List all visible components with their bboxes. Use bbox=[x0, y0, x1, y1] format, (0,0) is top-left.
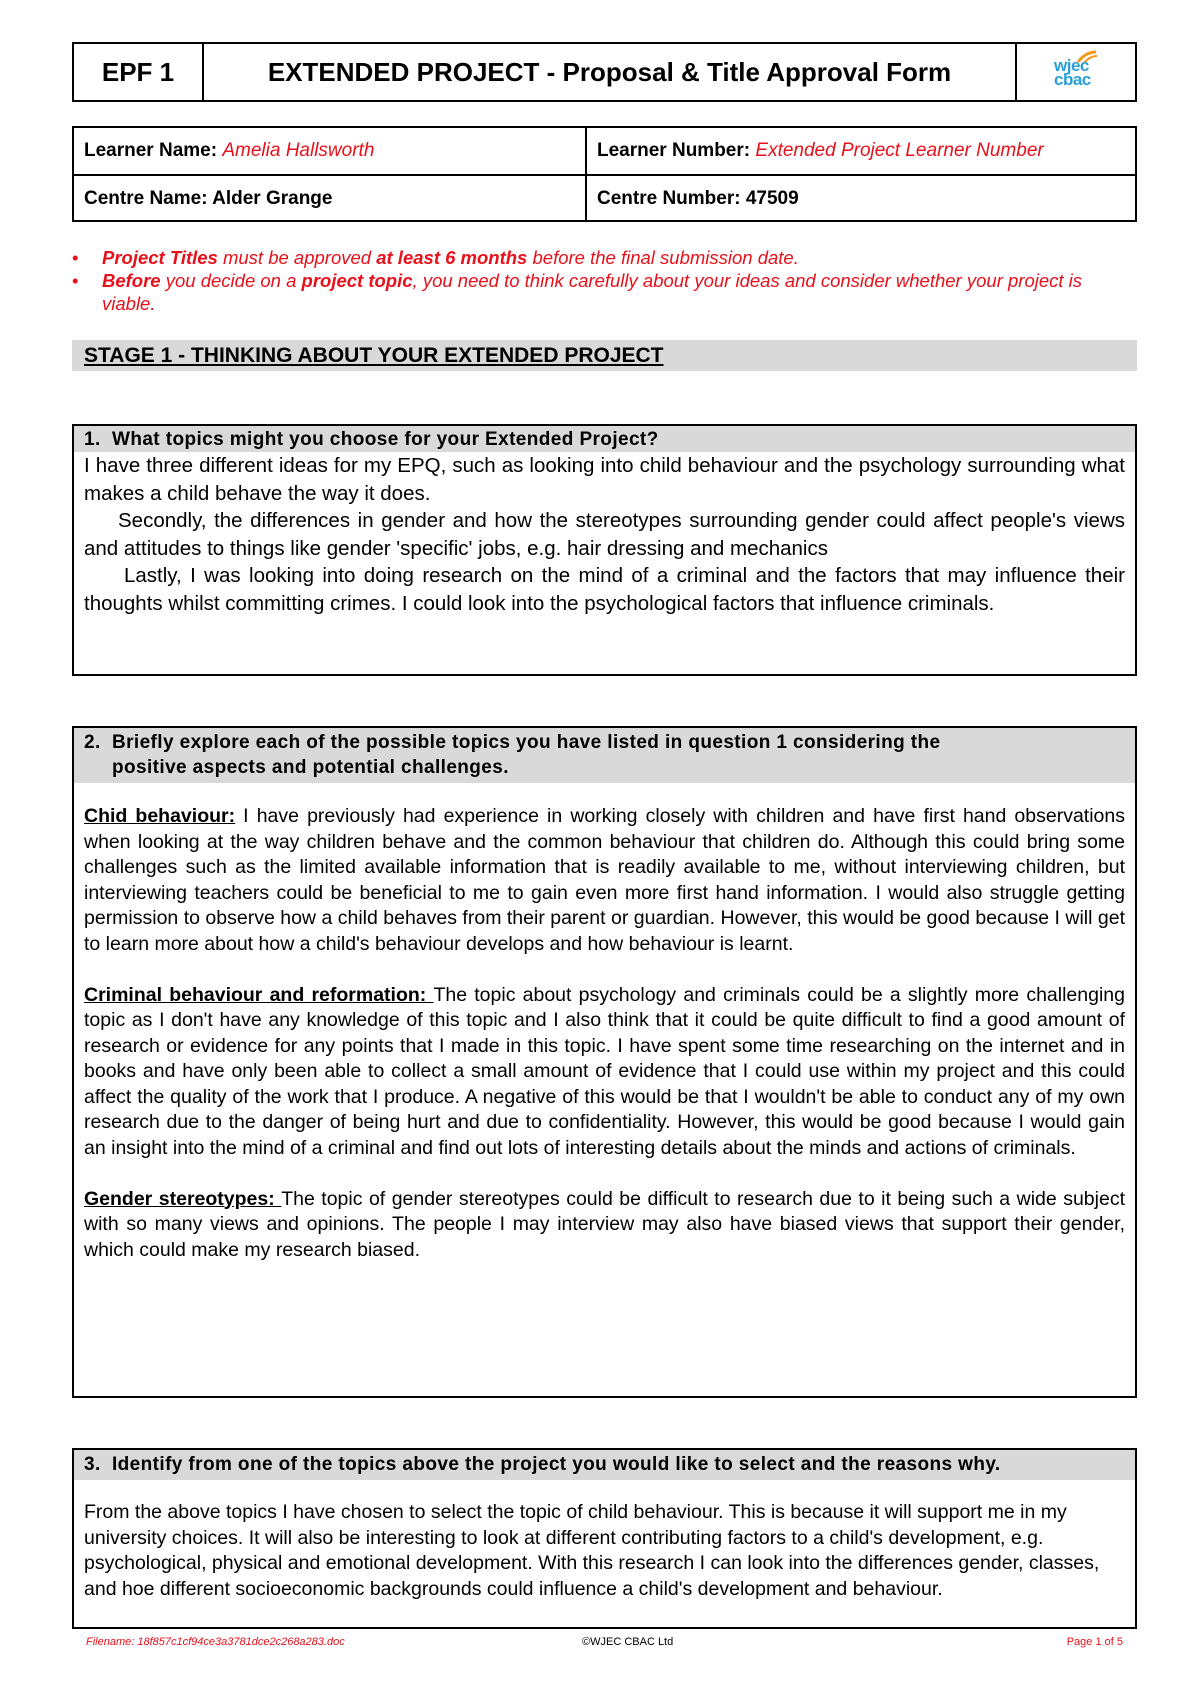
answer-paragraph: Lastly, I was looking into doing research on the mind of a criminal and the factors that may influence their thoughts whilst committing crimes. I could look into the psychological factors that influence criminals. bbox=[84, 564, 1125, 615]
footer-filename: Filename: 18f857c1cf94ce3a3781dce2c268a283.doc bbox=[86, 1636, 345, 1648]
question-1-heading bbox=[74, 426, 1135, 452]
topic-heading: Criminal behaviour and reformation: bbox=[84, 983, 434, 1006]
learner-row bbox=[74, 128, 1135, 174]
guidance-notes bbox=[72, 246, 1137, 315]
question-number: 3. bbox=[84, 1454, 101, 1475]
note-text: you decide on a bbox=[160, 270, 302, 291]
centre-number-cell: Centre Number: 47509 bbox=[597, 188, 799, 209]
footer-copyright: ©WJEC CBAC Ltd bbox=[582, 1636, 674, 1648]
topic-paragraph bbox=[84, 1187, 1125, 1264]
learner-number-label: Learner Number: bbox=[597, 140, 751, 161]
note-item bbox=[72, 246, 1137, 269]
form-code: EPF 1 bbox=[74, 44, 204, 100]
note-text: , you need to think carefully about your ideas and consider whether your project is viable. bbox=[102, 270, 1083, 314]
question-1-answer bbox=[74, 452, 1135, 617]
note-text: before the final submission date. bbox=[527, 247, 799, 268]
topic-paragraph bbox=[84, 804, 1125, 957]
topic-text: The topic about psychology and criminals could be a slightly more challenging topic as I don't have any knowledge of this topic and I also think that it could be quite difficult to find a good amount of research or evidence for any points that I made in this topic. I have spent some time researching on the internet and in books and have only been able to collect a small amount of evidence that I could use within my project and this could affect the quality of the work that I produce. A negative of this would be that I wouldn't be able to conduct any of my own research due to the danger of being hurt and due to confidentiality. However, this would be good because I would gain an insight into the mind of a criminal and find out lots of interesting details about the minds and actions of criminals. bbox=[84, 983, 1125, 1159]
question-text: positive aspects and potential challenges. bbox=[112, 757, 509, 778]
question-3-box bbox=[72, 1448, 1137, 1628]
topic-heading: Gender stereotypes: bbox=[84, 1187, 282, 1210]
question-2-box bbox=[72, 726, 1137, 1398]
question-text: What topics might you choose for your Extended Project? bbox=[112, 429, 659, 450]
question-2-heading bbox=[74, 728, 1135, 783]
topic-paragraph bbox=[84, 983, 1125, 1162]
form-header bbox=[72, 42, 1137, 102]
note-item bbox=[72, 269, 1137, 315]
learner-name-cell bbox=[74, 128, 587, 174]
note-emphasis: Before bbox=[102, 270, 161, 291]
learner-number-cell bbox=[587, 128, 1135, 174]
question-text: Briefly explore each of the possible topics you have listed in question 1 considering the bbox=[112, 732, 941, 753]
question-3-bottom-rule bbox=[72, 1627, 1137, 1629]
answer-paragraph: Secondly, the differences in gender and how the stereotypes surrounding gender could affect people's views and attitudes to things like gender 'specific' jobs, e.g. hair dressing and mechanics bbox=[84, 509, 1125, 560]
learner-number-value: Extended Project Learner Number bbox=[755, 140, 1044, 161]
bullet-icon: • bbox=[72, 247, 79, 268]
learner-info-table bbox=[72, 126, 1137, 222]
note-emphasis: project topic bbox=[301, 270, 413, 291]
question-number: 1. bbox=[84, 429, 101, 450]
learner-name-value: Amelia Hallsworth bbox=[222, 140, 375, 161]
logo-text-cbac: cbac bbox=[1054, 70, 1091, 89]
question-number: 2. bbox=[84, 732, 101, 753]
topic-text: I have previously had experience in working closely with children and have first hand observations when looking at the way children behave and the common behaviour that children do. Although this could bring some challenges such as the limited available information that is readily available to me, without interviewing children, but interviewing teachers could be beneficial to me to gain even more first hand information. I would also struggle getting permission to observe how a child behaves from their parent or guardian. However, this would be good because I will get to learn more about how a child's behaviour develops and how behaviour is learnt. bbox=[84, 805, 1125, 955]
logo-text-wjec: wjec bbox=[1054, 56, 1089, 75]
centre-row bbox=[74, 174, 1135, 222]
topic-heading: Chid behaviour: bbox=[84, 805, 236, 827]
question-3-heading bbox=[74, 1450, 1135, 1480]
stage-heading: STAGE 1 - THINKING ABOUT YOUR EXTENDED PROJECT bbox=[72, 340, 1137, 371]
question-3-answer: From the above topics I have chosen to select the topic of child behaviour. This is because it will support me in my university choices. It will also be interesting to look at different contributing factors to a child's development, e.g. psychological, physical and emotional development. With this research I can look into the differences gender, classes, and hoe different socioeconomic backgrounds could influence a child's development and behaviour. bbox=[84, 1501, 1100, 1600]
wjec-logo bbox=[1017, 44, 1135, 100]
topic-text: The topic of gender stereotypes could be difficult to research due to it being such a wide subject with so many views and opinions. The people I may interview may also have biased views that support their gender, which could make my research biased. bbox=[84, 1187, 1125, 1261]
question-1-box bbox=[72, 424, 1137, 676]
note-emphasis: at least 6 months bbox=[376, 247, 528, 268]
question-2-answer bbox=[74, 783, 1135, 1263]
centre-name-cell: Centre Name: Alder Grange bbox=[74, 176, 587, 222]
footer-page-number: Page 1 of 5 bbox=[1066, 1636, 1123, 1648]
learner-name-label: Learner Name: bbox=[84, 140, 218, 161]
question-text: Identify from one of the topics above the project you would like to select and the reasons why. bbox=[112, 1454, 1001, 1475]
bullet-icon: • bbox=[72, 270, 79, 291]
note-text: must be approved bbox=[217, 247, 377, 268]
wjec-logo-icon bbox=[1046, 50, 1106, 94]
form-title: EXTENDED PROJECT - Proposal & Title Approval Form bbox=[204, 44, 1017, 100]
note-emphasis: Project Titles bbox=[102, 247, 218, 268]
answer-paragraph: I have three different ideas for my EPQ, such as looking into child behaviour and the psychology surrounding what makes a child behave the way it does. bbox=[84, 454, 1125, 505]
